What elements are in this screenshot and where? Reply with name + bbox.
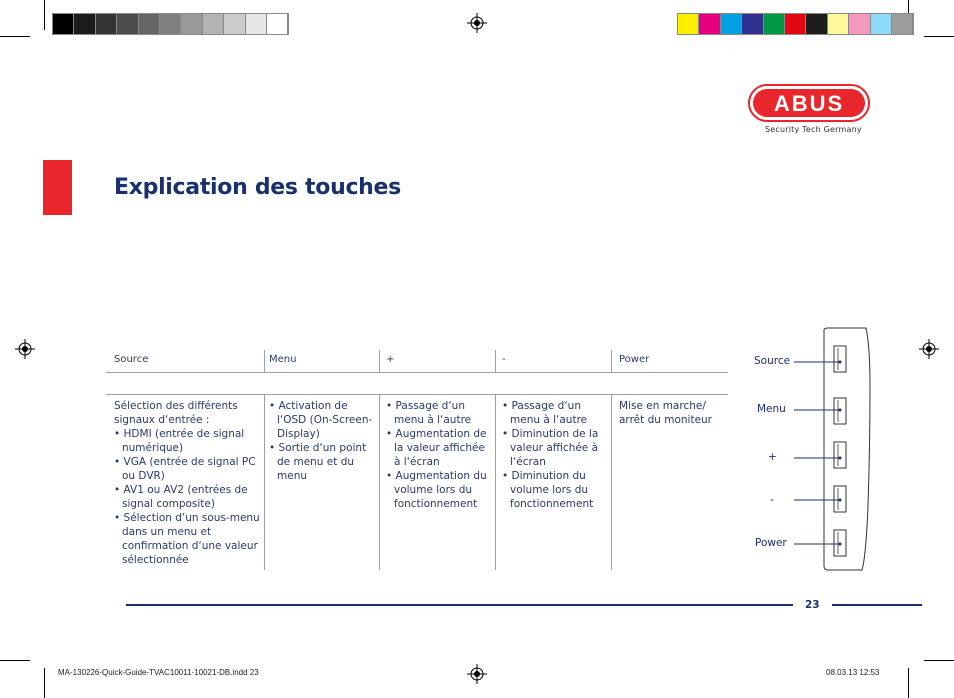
monitor-edge bbox=[824, 328, 870, 570]
cell-menu bbox=[269, 399, 373, 483]
color-calibration-bar bbox=[677, 13, 914, 35]
color-swatch bbox=[892, 14, 913, 34]
cell-source bbox=[114, 399, 262, 567]
color-swatch bbox=[139, 14, 160, 34]
list-item: • Diminution du volume lors du fonctionnement bbox=[502, 469, 608, 511]
table-rule bbox=[106, 394, 728, 395]
color-swatch bbox=[828, 14, 849, 34]
color-swatch bbox=[203, 14, 224, 34]
table-divider bbox=[379, 350, 380, 372]
color-swatch bbox=[181, 14, 202, 34]
color-swatch bbox=[74, 14, 95, 34]
crop-mark bbox=[924, 660, 954, 661]
registration-mark-icon bbox=[919, 339, 939, 359]
list-item: • VGA (entrée de signal PC ou DVR) bbox=[114, 455, 262, 483]
header-minus: - bbox=[502, 354, 506, 365]
color-swatch bbox=[764, 14, 785, 34]
minus-list bbox=[502, 399, 608, 511]
footer-rule bbox=[126, 604, 793, 606]
list-item: • Augmentation de la valeur affichée à l‘écran bbox=[386, 427, 492, 469]
table-divider bbox=[495, 350, 496, 372]
crop-mark bbox=[44, 668, 45, 698]
logo-text: ABUS bbox=[773, 91, 845, 116]
list-item: • HDMI (entrée de signal numérique) bbox=[114, 427, 262, 455]
logo-tagline: Security Tech Germany bbox=[765, 125, 862, 134]
footer-rule bbox=[832, 604, 922, 606]
color-swatch bbox=[160, 14, 181, 34]
list-item: • Sélection d‘un sous-menu dans un menu et confirmation d‘une valeur sélectionnée bbox=[114, 511, 262, 567]
color-swatch bbox=[246, 14, 267, 34]
side-label-plus: + bbox=[768, 451, 777, 463]
chapter-marker bbox=[43, 160, 72, 215]
list-item: • Passage d‘un menu à l‘autre bbox=[502, 399, 608, 427]
table-divider bbox=[611, 350, 612, 372]
color-swatch bbox=[96, 14, 117, 34]
table-rule bbox=[106, 372, 728, 373]
table-divider bbox=[611, 395, 612, 570]
side-label-source: Source bbox=[754, 355, 791, 367]
color-swatch bbox=[871, 14, 892, 34]
side-label-power: Power bbox=[755, 537, 787, 549]
registration-mark-icon bbox=[467, 13, 487, 33]
list-item: • Sortie d‘un point de menu et du menu bbox=[269, 441, 373, 483]
color-swatch bbox=[117, 14, 138, 34]
header-power: Power bbox=[619, 354, 650, 365]
color-swatch bbox=[699, 14, 720, 34]
cell-power: Mise en marche/ arrêt du moniteur bbox=[619, 400, 712, 426]
color-swatch bbox=[53, 14, 74, 34]
list-item: • Passage d‘un menu à l‘autre bbox=[386, 399, 492, 427]
header-source: Source bbox=[114, 354, 149, 365]
table-divider bbox=[264, 395, 265, 570]
side-label-minus: - bbox=[770, 494, 774, 506]
print-slug-file: MA-130226-Quick-Guide-TVAC10011-10021-DB.indd 23 bbox=[58, 668, 259, 677]
list-item: • Augmentation du volume lors du fonctionnement bbox=[386, 469, 492, 511]
color-swatch bbox=[678, 14, 699, 34]
print-slug-date: 08.03.13 12:53 bbox=[826, 668, 880, 677]
table-divider bbox=[379, 395, 380, 570]
cell-minus bbox=[502, 399, 608, 511]
color-swatch bbox=[785, 14, 806, 34]
crop-mark bbox=[0, 660, 30, 661]
page-title: Explication des touches bbox=[114, 175, 401, 200]
table-divider bbox=[264, 350, 265, 372]
crop-mark bbox=[908, 668, 909, 698]
side-label-menu: Menu bbox=[757, 403, 786, 415]
abus-logo bbox=[748, 84, 870, 122]
list-item: • AV1 ou AV2 (entrées de signal composite) bbox=[114, 483, 262, 511]
header-menu: Menu bbox=[269, 354, 297, 365]
color-swatch bbox=[849, 14, 870, 34]
source-intro: Sélection des différents signaux d‘entrée : bbox=[114, 400, 238, 426]
color-swatch bbox=[742, 14, 763, 34]
plus-list bbox=[386, 399, 492, 511]
list-item: • Diminution de la valeur affichée à l‘écran bbox=[502, 427, 608, 469]
cell-plus bbox=[386, 399, 492, 511]
source-list bbox=[114, 427, 262, 567]
color-swatch bbox=[721, 14, 742, 34]
registration-mark-icon bbox=[467, 664, 487, 684]
header-plus: + bbox=[386, 354, 395, 365]
monitor-side-panel bbox=[794, 326, 874, 574]
color-swatch bbox=[806, 14, 827, 34]
color-swatch bbox=[267, 14, 288, 34]
crop-mark bbox=[0, 36, 30, 37]
crop-mark bbox=[44, 0, 45, 30]
color-swatch bbox=[224, 14, 245, 34]
page-number: 23 bbox=[805, 599, 820, 611]
menu-list bbox=[269, 399, 373, 483]
registration-mark-icon bbox=[15, 339, 35, 359]
table-divider bbox=[495, 395, 496, 570]
list-item: • Activation de l‘OSD (On-Screen-Display) bbox=[269, 399, 373, 441]
crop-mark bbox=[924, 36, 954, 37]
grayscale-calibration-bar bbox=[52, 13, 289, 35]
